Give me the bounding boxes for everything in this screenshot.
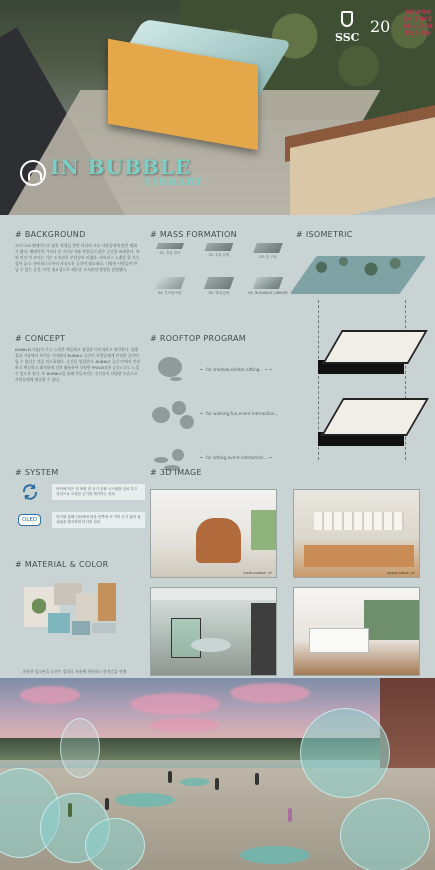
background-text: 코로나19 팬데믹으로 많은 학생들 뿐만 아니라 모든 사람들에게 많은 변화가 왔다. 팬데믹이 가져다 준 거리두기와 사람들이 많은 공간을 꺼려한다. 특히 미진 이 모이는 가는 도서관은 부담감이 커졌다. 바이러스 노출을 할 가능성이 높다. 바이러스로부터 자유로운 공간이 필요하다. 다양한 사람들이 만날 수 있는 공간, 이런 필요성으로 새로운 도서관의 방향을 설정했다. <box>15 243 140 272</box>
mass-section <box>150 230 290 307</box>
bubble-walk-icon <box>150 395 198 431</box>
swatch-aqua <box>48 613 70 633</box>
oled-icon: OLED <box>18 514 41 526</box>
system-item-text: 단기를 통해 인터랙에 버블 안쪽에 조 커미 투기 얇어 형성됨을 방지하며 미디어 설치 <box>52 512 145 528</box>
rooftop-heading: # ROOFTOP PROGRAM <box>150 334 246 343</box>
iso-roof-layer <box>295 246 425 306</box>
plant-icon <box>32 597 46 623</box>
isometric-heading: # ISOMETRIC <box>296 230 353 239</box>
logo-group <box>335 5 435 50</box>
swatch-wood <box>98 583 116 621</box>
concept-heading: # CONCEPT <box>15 334 66 343</box>
render-reading-room <box>293 587 420 676</box>
system-item <box>15 509 145 531</box>
system-item <box>15 481 145 503</box>
material-board <box>24 583 116 637</box>
refresh-icon <box>15 481 44 503</box>
mass-item: 03. 층 구성 <box>248 243 288 273</box>
material-section <box>15 560 145 573</box>
concept-section <box>15 334 140 383</box>
rooftop-item-label: for shadow,shelter,sitting... <box>206 366 264 372</box>
mass-heading: # MASS FORMATION <box>150 230 237 239</box>
render-bubble-room <box>150 587 277 676</box>
page-subtitle: LIBRARY <box>145 177 204 188</box>
system-item-text: 바닥에 작은 점 바를 한 공기 순환 시스템을 설치 하고 강선으로 오염된 공기를 제거하는 장치 <box>52 484 145 500</box>
design-logo-text: SUWON SCIENCE COLLEGE DESIGN <box>403 9 434 37</box>
system-heading: # SYSTEM <box>15 468 59 477</box>
mass-grid <box>150 243 290 307</box>
material-note: - 차분한 밀크톤을 포인트 컬러로 사용해 편안하고 안정감을 연출 <box>20 669 127 674</box>
iso-floor-1 <box>318 398 428 468</box>
bubble-emblem-icon <box>20 160 46 186</box>
render-grand-space <box>293 489 420 578</box>
bubble-shelter-icon <box>150 351 198 387</box>
rooftop-item <box>150 347 290 391</box>
rooftop-item-label: for sitting,event interaction... <box>206 454 268 460</box>
background-section <box>15 230 140 273</box>
mass-item: 01. 건물 대지 <box>150 243 190 273</box>
render-stair-lounge <box>150 489 277 578</box>
mass-item: 06. IN BUBBLE LIBRARY <box>248 277 288 307</box>
mass-item: 05. 형태 분할 <box>199 277 239 307</box>
page-title: IN BUBBLE <box>50 155 192 179</box>
rooftop-item-label: for walking,fun,event interaction... <box>206 410 279 416</box>
hero-render <box>0 0 435 215</box>
background-heading: # BACKGROUND <box>15 230 86 239</box>
swatch-teal <box>72 621 90 635</box>
rooftop-render <box>0 678 435 870</box>
isometric-section <box>296 230 426 243</box>
render-caption: GRAND SPACE / 2F <box>387 571 415 575</box>
twenty-logo: 20 <box>370 17 391 36</box>
image3d-heading: # 3D IMAGE <box>150 468 202 477</box>
mass-item: 02. 블록 분할 <box>199 243 239 273</box>
ssc-logo: SSC <box>335 31 360 44</box>
rooftop-item <box>150 391 290 435</box>
material-heading: # MATERIAL & COLOR <box>15 560 109 569</box>
design-logo <box>403 9 433 37</box>
swatch-fabric <box>76 593 98 623</box>
rooftop-section <box>150 334 290 479</box>
system-section <box>15 468 145 537</box>
iso-floor-2 <box>318 330 428 390</box>
render-caption: STAIR LOUNGE / 1F <box>243 571 272 575</box>
mass-item: 04. 루프탑 버블 <box>150 277 190 307</box>
ssc-shield-icon <box>341 11 353 27</box>
image3d-section <box>150 468 290 481</box>
swatch-gray <box>92 623 116 633</box>
concept-text: BUBBLE(거품)이 주는 느낌은 깨끗하고 청결한 이미지라고 생각한다. 물방울과 거품에서 보이듯 가벼워서 BUBBLE 공간이 사람들에게 안전한 공간이 될 수 있다는 것을 의도하였다. 공간을 형성한다. BUBBLE 공간 안에서 안전하고 깨끗하고 쾌적하게 건축 활용하여 다양한 PRIVATE한 공간으로도 느낄 수 있도록 한다. 또 BUBBLE을 통해 만들어지는 공간들이 다양한 모습으로 사람들에게 제공될 수 있다. <box>15 347 140 382</box>
